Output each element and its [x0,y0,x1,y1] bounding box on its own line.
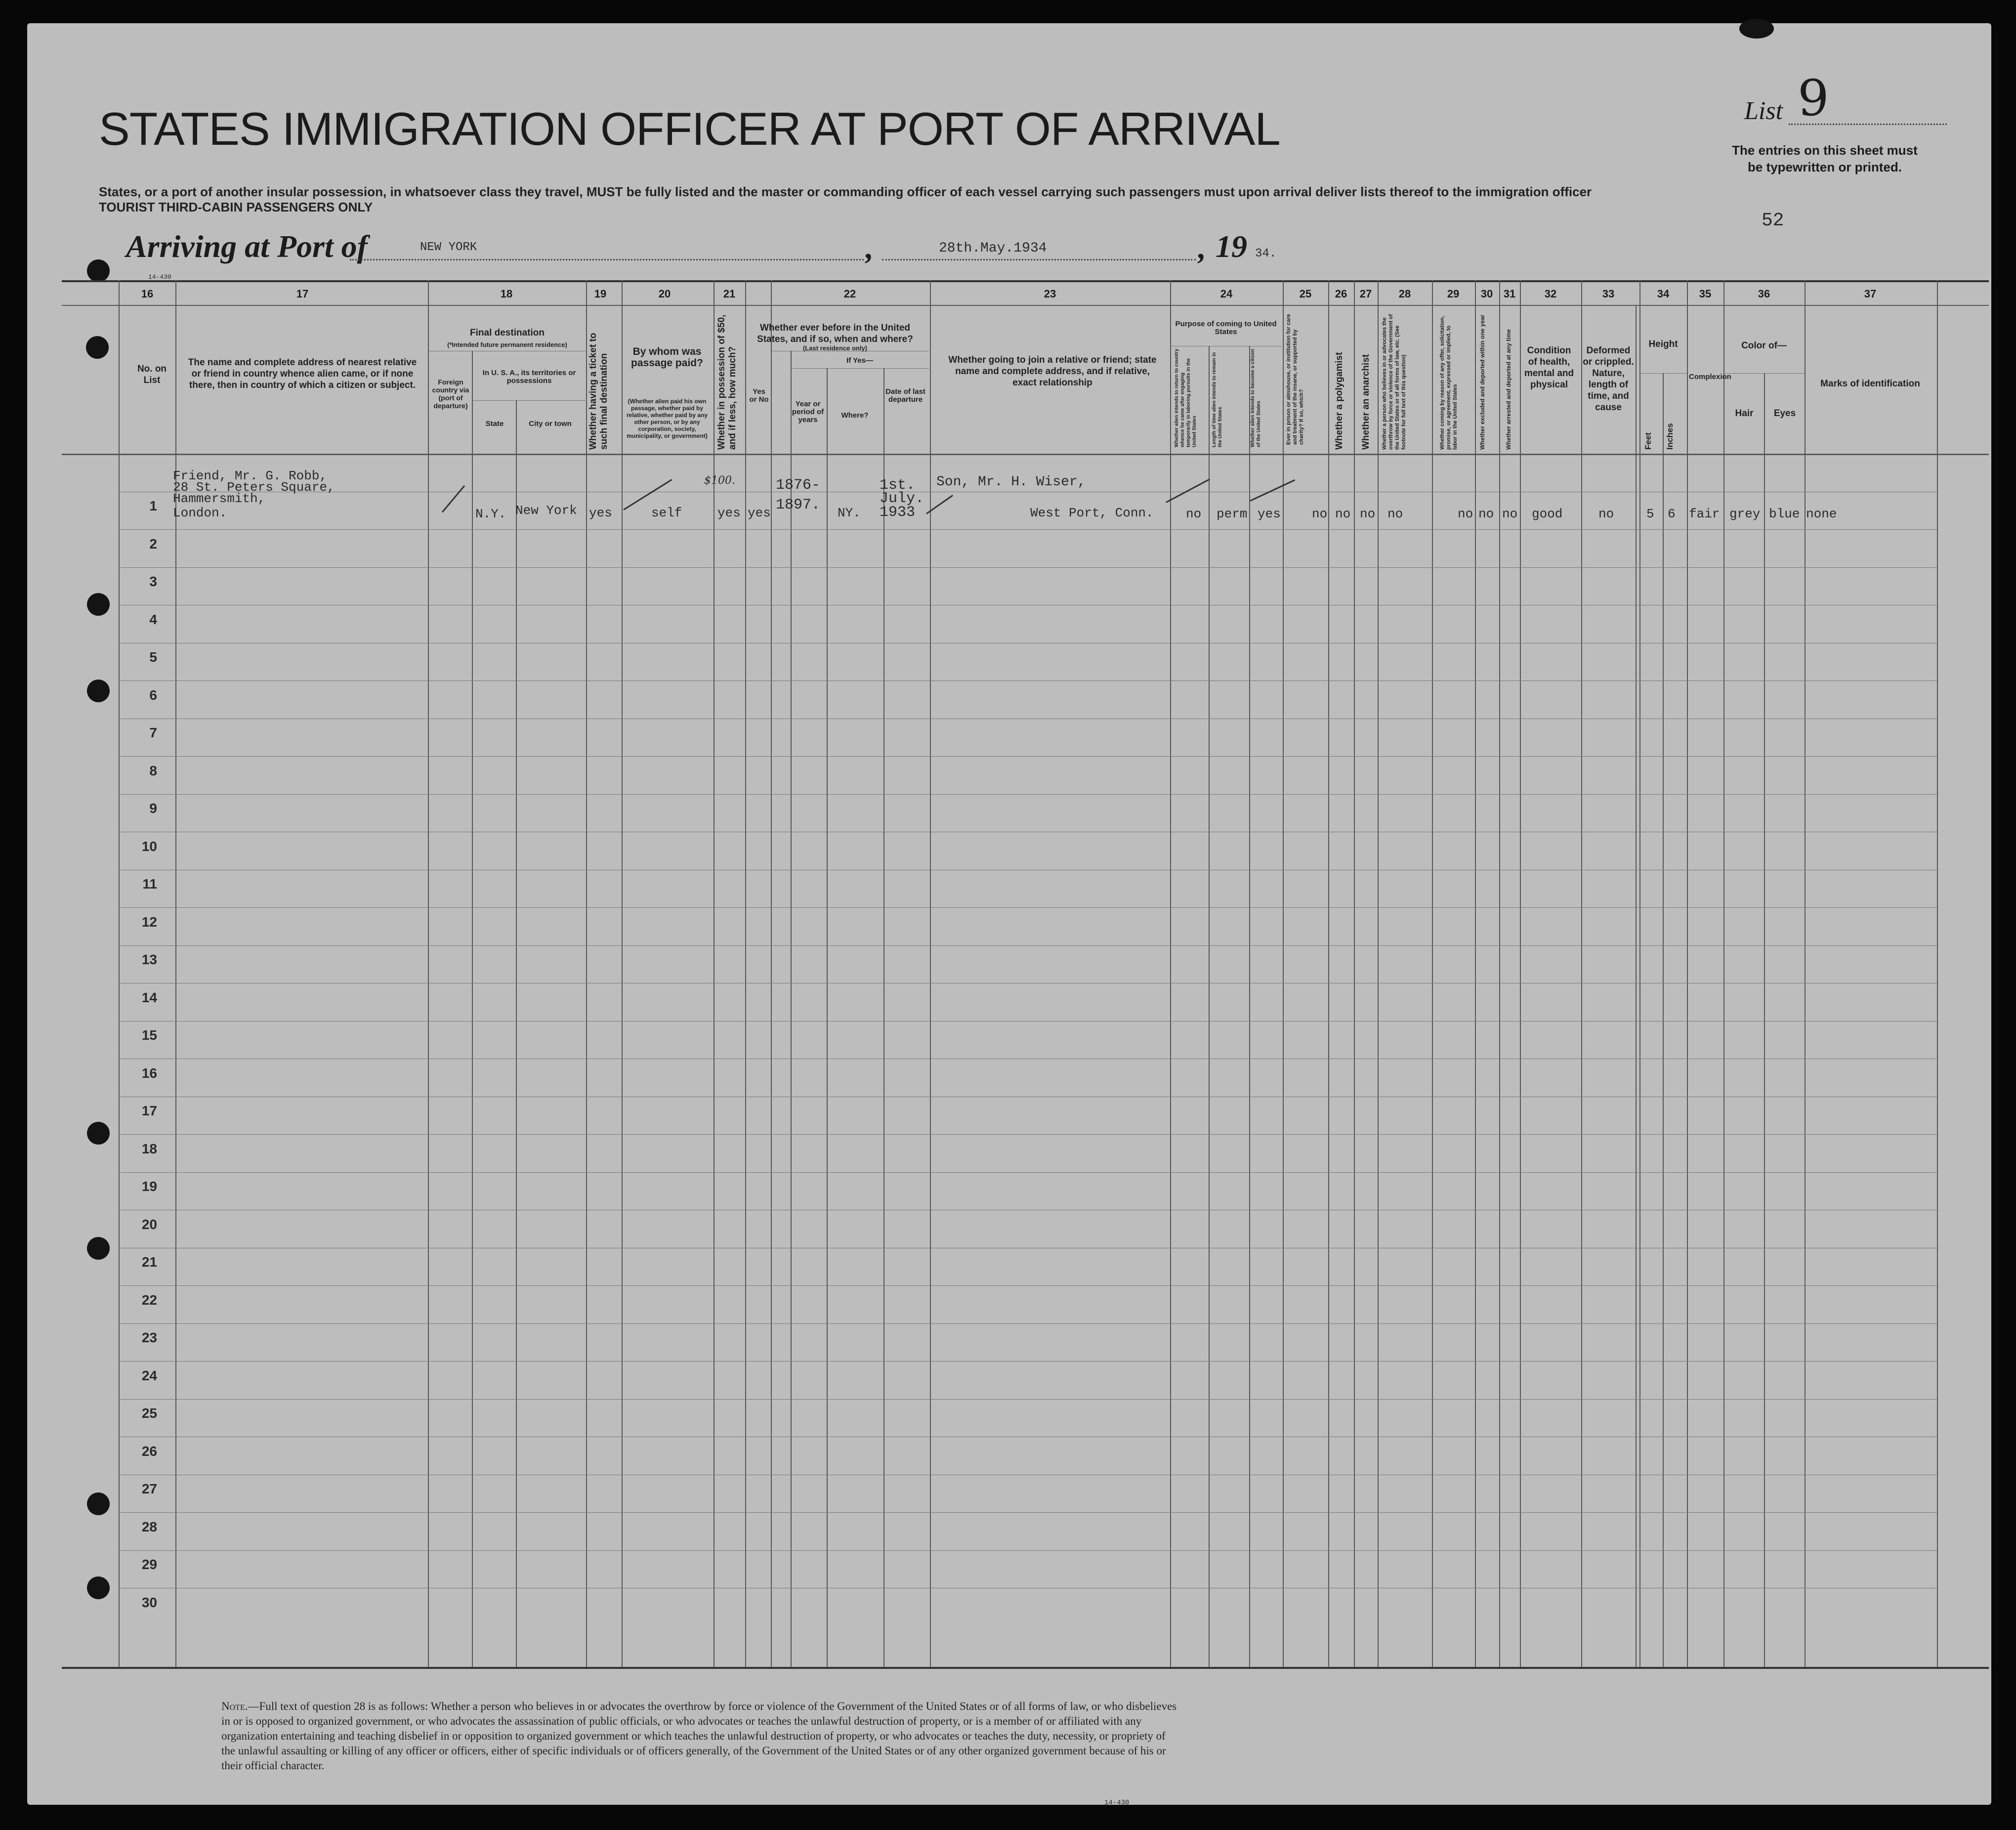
row-number: 24 [141,1368,157,1383]
row-number: 1 [149,498,157,513]
entry-prison: no [1312,507,1328,521]
column-number: 26 [1335,288,1347,300]
column-rule [586,280,587,1667]
punch-hole [87,259,110,282]
row-number: 12 [141,914,157,930]
port-line [350,259,864,260]
col31-header: Whether arrested and deported at any time [1505,329,1512,450]
col19-header: Whether having a ticket to such final destination [588,333,609,450]
column-rule [883,368,884,1667]
row-number: 4 [149,612,157,627]
col36-header: Color of— [1741,340,1787,351]
punch-hole [87,1492,110,1515]
entry-state: N.Y. [475,507,506,521]
rule [472,400,586,401]
column-number: 19 [594,288,607,300]
col20-header: By whom was passage paid? [631,346,703,369]
punch-hole [87,1576,110,1599]
row-number: 2 [149,536,157,552]
list-underline [1789,124,1947,125]
column-number: 20 [658,288,671,300]
entry-departure-line1: 1st. [880,477,916,494]
row-number: 16 [141,1065,157,1081]
column-rule [930,280,931,1667]
row-number: 25 [141,1405,157,1421]
col23-header: Whether going to join a relative or friend; state name and complete address, and if relative, exact relationship [948,355,1157,388]
column-rule [1328,280,1329,1667]
footnote-label: Note. [221,1700,248,1712]
entry-years-line2: 1897. [776,497,821,513]
col26-header: Whether a polygamist [1334,352,1344,450]
col24-length-header: Length of time alien intends to remain in the United States [1212,352,1223,447]
column-rule [1475,280,1476,1667]
entry-paid-by: self [651,506,682,520]
column-number: 24 [1220,288,1233,300]
row-number: 13 [141,952,157,967]
entry-join-line2: West Port, Conn. [1030,506,1154,520]
row-rule [119,1172,1937,1173]
col34-inches-header: Inches [1665,423,1675,450]
col24-return-header: Whether alien intends to return to country whence he came after engaging temporarily in laboring pursuits in the United States [1174,348,1197,447]
column-rule [119,280,120,1667]
col32-header: Condition of health, mental and physical [1524,345,1574,390]
entry-deformed: no [1598,507,1614,521]
column-number: 18 [500,288,513,300]
comma: , [866,230,874,265]
entry-friend-line1: Friend, Mr. G. Robb, [173,468,328,483]
colnum-border [62,305,1989,306]
column-rule [1687,280,1688,1667]
entry-return: no [1186,507,1202,521]
punch-hole [1739,19,1774,39]
row-rule [119,1323,1937,1324]
row-number: 14 [141,990,157,1005]
year-suffix: 34. [1255,247,1277,260]
column-number: 34 [1657,288,1670,300]
column-rule [771,280,772,1667]
entry-offer: no [1458,507,1473,521]
column-rule [1581,280,1582,1667]
col21-header: Whether in possession of $50, and if less, how much? [716,314,738,450]
column-rule [1499,280,1500,1667]
row-rule [119,1361,1937,1362]
row-number: 6 [149,687,157,703]
col22-date-header: Date of last departure [885,387,925,404]
col37-header: Marks of identification [1820,379,1920,389]
column-number: 29 [1447,288,1460,300]
col24-citizen-header: Whether alien intends to become a citizen of the United States [1250,349,1261,447]
row-number: 20 [141,1217,157,1232]
column-number: 35 [1699,288,1712,300]
arriving-label: Arriving at Port of [126,229,368,264]
column-number: 33 [1602,288,1615,300]
row-rule [119,1134,1937,1135]
column-rule [1170,280,1171,1667]
row-rule [119,1512,1937,1513]
date-value: 28th.May.1934 [939,241,1047,256]
row-number: 11 [142,876,157,892]
entry-hair: grey [1729,507,1761,521]
rule [791,368,929,369]
col24-title: Purpose of coming to United States [1175,320,1277,336]
entries-note-line2: be typewritten or printed. [1747,160,1902,174]
sheet-number: 52 [1762,210,1784,231]
row-number: 9 [149,801,157,816]
col33-header: Deformed or crippled. Nature, length of time, and cause [1583,345,1634,413]
entry-years-line1: 1876- [776,477,821,494]
col17-header: The name and complete address of nearest relative or friend in country whence alien came, or if none there, then in country of which a citizen or subject. [188,357,417,390]
row-number: 15 [141,1027,157,1043]
row-number: 28 [141,1519,157,1534]
row-rule [119,1399,1937,1400]
column-number: 23 [1044,288,1056,300]
footnote-text: —Full text of question 28 is as follows: Whether a person who believes in or advocates the overthrow by force or violence of the Government of the United States or of all forms of law, or who disbelieves in or is opposed to organized government, or who advocates the assassination of public officials, or who advocates or teaches the unlawful destruction of property, or is a member of or affiliated with any organization entertaining and teaching disbelief in or opposition to organized government or which teaches the unlawful destruction of property, or who advocates or teaches the duty, necessity, or propriety of the unlawful assaulting or killing of any officer or officers, either of specific individuals or of officers generally, of the Government of the United States or of any other organized government because of his or their official character. [221,1700,1177,1772]
row-rule [119,794,1937,795]
entry-city: New York [515,503,577,518]
col28-header: Whether a person who believes in or advocates the overthrow by force or violence of the Government of the United States or of all forms of law, etc. (See footnote for full text of this question) [1382,314,1407,450]
col36-eyes-header: Eyes [1773,408,1796,419]
header-class: TOURIST THIRD-CABIN PASSENGERS ONLY [99,200,373,214]
column-rule [472,351,473,1667]
table-bottom-border [62,1667,1989,1669]
row-rule [119,756,1937,757]
column-rule [622,280,623,1667]
entry-feet: 5 [1646,507,1654,521]
entry-citizen: yes [1258,507,1281,521]
column-number: 25 [1299,288,1312,300]
col22-note: (Last residence only) [802,344,868,352]
entry-anarchist: no [1360,507,1376,521]
column-number: 16 [141,288,154,300]
row-rule [119,567,1937,568]
column-rule [1520,280,1521,1667]
year-prefix: 19 [1216,229,1247,264]
header-instructions: States, or a port of another insular possession, in whatsoever class they travel, MUST be fully listed and the master or commanding officer of each vessel carrying such passengers must upon arrival deliver lists thereof to the immigration officer [99,184,1592,199]
entry-polygamist: no [1335,507,1351,521]
col18-note: (*Intended future permanent residence) [447,341,567,348]
row-rule [119,945,1937,946]
column-number: 28 [1398,288,1411,300]
entry-friend-line2: 28 St. Peters Square, [173,480,335,495]
row-number: 21 [141,1254,157,1270]
row-rule [119,1550,1937,1551]
column-rule [745,280,746,1667]
page-title: STATES IMMIGRATION OFFICER AT PORT OF ARRIVAL [99,103,1280,155]
entry-overthrow: no [1387,507,1403,521]
row-number: 8 [149,763,157,778]
entry-friend-line3: Hammersmith, [173,491,266,506]
column-number: 27 [1359,288,1372,300]
footnote [221,1699,1180,1773]
column-number: 17 [296,288,309,300]
punch-hole [87,1122,110,1145]
col22-years-header: Year or period of years [792,400,824,424]
col18-usa-header: In U. S. A., its territories or possessions [482,369,576,385]
column-rule [1432,280,1433,1667]
column-number: 37 [1864,288,1877,300]
entry-marks: none [1806,507,1837,521]
entry-join-line1: Son, Mr. H. Wiser, [936,474,1086,490]
entry-eyes: blue [1769,507,1800,521]
comma: , [1198,230,1206,265]
column-rule [1639,280,1640,1667]
col34-header: Height [1648,339,1678,349]
column-rule [1209,346,1210,1667]
col36-hair-header: Hair [1735,408,1754,419]
column-rule [1723,280,1724,1667]
column-number: 22 [843,288,856,300]
entry-length: perm [1217,507,1248,521]
column-rule [428,280,429,1667]
row-number: 7 [149,725,157,740]
footnote-code: 14-430 [1104,1799,1130,1807]
punch-hole [87,593,110,616]
list-number: 9 [1798,69,1829,127]
header-bottom-border [62,454,1989,455]
column-rule [1378,280,1379,1667]
col22-ifyes-header: If Yes— [846,356,873,365]
column-rule [1249,346,1250,1667]
table-top-border [62,280,1989,282]
entry-inches: 6 [1668,507,1676,521]
column-number: 36 [1758,288,1770,300]
form-code: 14-430 [148,273,171,281]
entry-money: yes [717,506,741,520]
column-number: 31 [1503,288,1516,300]
list-label: List [1744,97,1783,125]
entry-friend-line4: London. [173,506,227,520]
col18-state-header: State [485,420,504,428]
punch-hole [86,336,109,359]
row-rule [119,1285,1937,1286]
entry-before-yes: yes [748,506,771,520]
column-rule [516,400,517,1667]
row-number: 26 [141,1444,157,1459]
col18-title: Final destination [470,328,545,338]
column-number: 21 [723,288,736,300]
column-rule [1283,280,1284,1667]
entry-excluded: no [1478,507,1494,521]
row-number: 23 [141,1330,157,1345]
col29-header: Whether coming by reason of any offer, solicitation, promise, or agreement, expressed or implied, to labor in the United States [1439,316,1458,450]
row-number: 22 [141,1292,157,1308]
column-rule [1937,280,1938,1667]
row-number: 10 [141,839,157,854]
col35-header: Complexion [1689,373,1731,381]
row-rule [119,529,1937,530]
entry-money-note: $100. [704,474,735,487]
col20-note: (Whether alien paid his own passage, whether paid by relative, whether paid by any other person, or by any corporation, society, municipality, or government) [626,398,708,439]
entry-departure-line2: July. [880,490,924,507]
entry-complexion: fair [1689,507,1720,521]
column-rule [1636,305,1637,1667]
col18-foreign-header: Foreign country via (port of departure) [432,378,469,410]
entry-departure-line3: 1933 [880,504,916,521]
row-rule [119,907,1937,908]
row-number: 18 [141,1141,157,1156]
punch-hole [87,680,110,702]
col30-header: Whether excluded and deported within one year [1479,314,1486,450]
column-number: 32 [1544,288,1557,300]
row-number: 5 [149,649,157,665]
entry-arrested: no [1502,507,1518,521]
date-line [882,259,1196,260]
col22-where-header: Where? [841,411,869,420]
row-number: 19 [141,1179,157,1194]
entries-note-line1: The entries on this sheet must [1732,143,1918,158]
row-number: 27 [141,1481,157,1496]
punch-hole [87,1237,110,1260]
port-value: NEW YORK [420,241,477,254]
column-rule [827,368,828,1667]
column-number: 30 [1480,288,1493,300]
col34-feet-header: Feet [1643,432,1653,450]
column-rule [1354,280,1355,1667]
entries-note [1709,142,1941,175]
col16-header: No. on List [137,364,167,385]
col22-title: Whether ever before in the United States, and if so, when and where? [757,323,913,344]
column-rule [1805,280,1806,1667]
entry-ticket: yes [589,506,612,520]
entry-health: good [1532,507,1563,521]
row-number: 29 [141,1557,157,1572]
column-rule [791,351,792,1667]
row-number: 17 [141,1103,157,1118]
col18-city-header: City or town [529,420,572,428]
col27-header: Whether an anarchist [1361,354,1371,450]
entry-where: NY. [838,506,861,520]
col22-yesno-header: Yes or No [749,387,769,404]
col25-header: Ever in prison or almshouse, or institution for care and treatment of the insane, or supported by charity? If so, which? [1286,314,1304,445]
row-number: 3 [149,574,157,589]
row-number: 30 [141,1595,157,1610]
